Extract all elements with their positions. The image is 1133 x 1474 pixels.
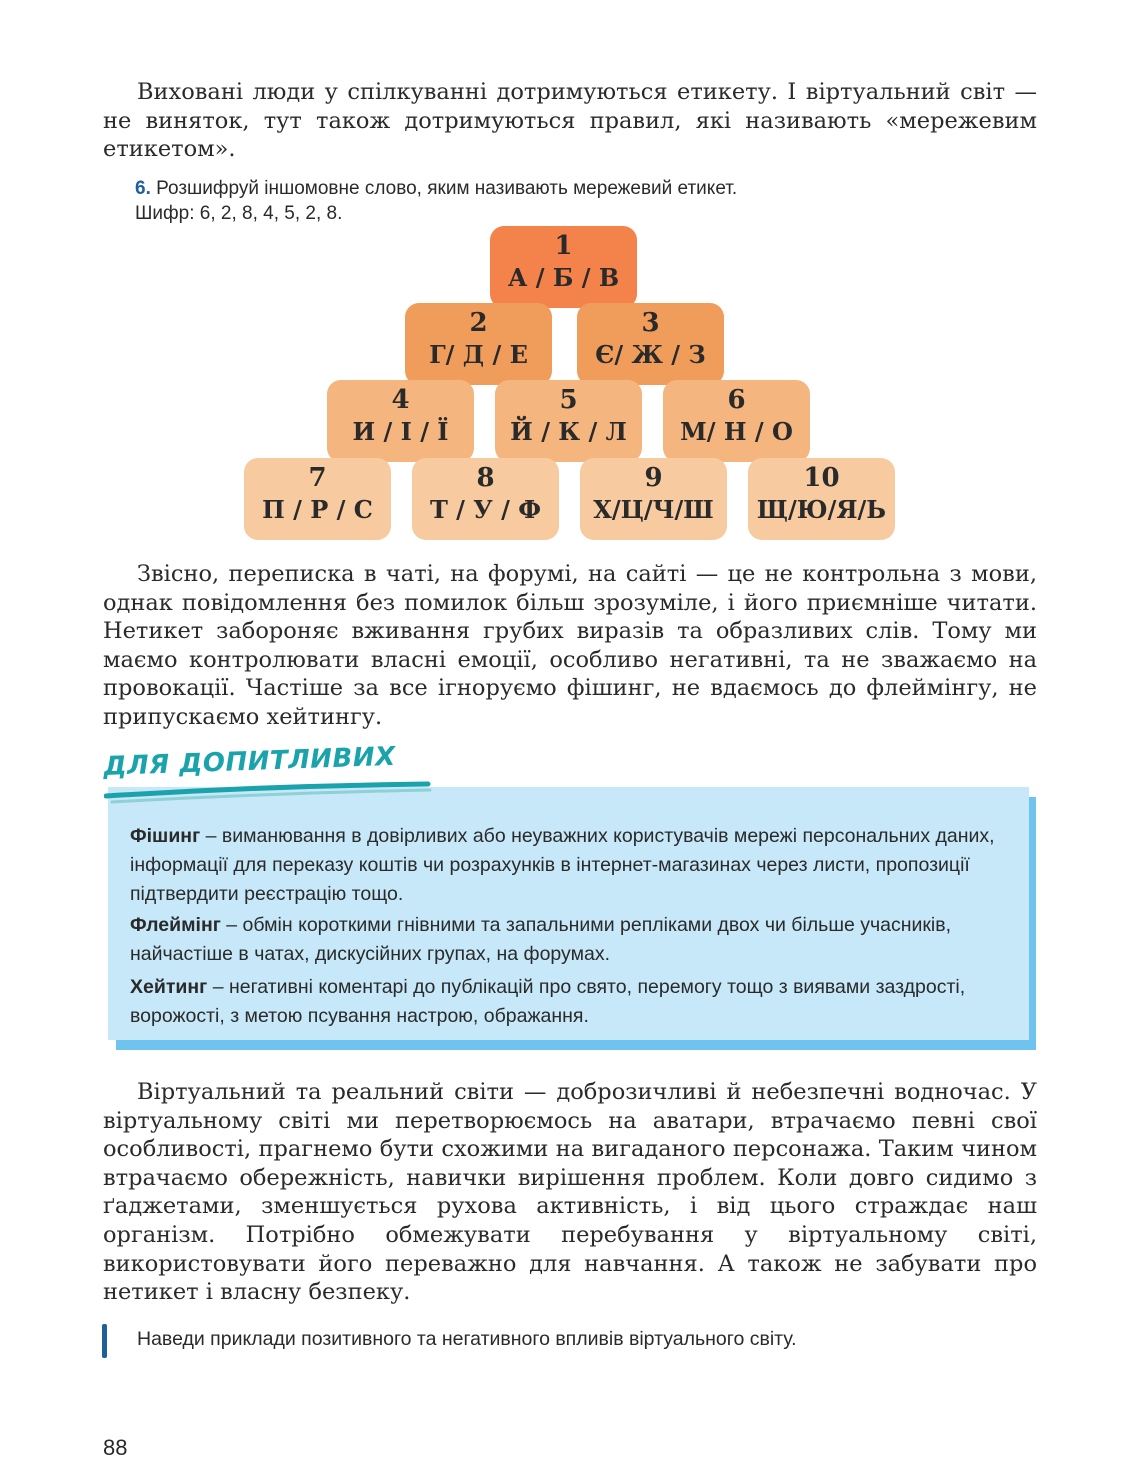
pyramid-block-5 (495, 380, 642, 462)
pyramid-block-9 (580, 458, 727, 540)
definition-hating (130, 973, 1010, 1031)
pyramid-block-8 (412, 458, 559, 540)
block-letters: П / Р / С (262, 495, 373, 524)
definition: – виманювання в довірливих або неуважних користувачів мережі персональних даних, інформації для переказу коштів чи розрахунків в інтернет-магазинах через листи, пропозиції підтвердити реєстрацію тощо. (130, 825, 995, 905)
pyramid-block-7 (244, 458, 391, 540)
task-cipher: Шифр: 6, 2, 8, 4, 5, 2, 8. (135, 203, 343, 224)
block-letters: А / Б / В (507, 263, 620, 292)
block-number: 1 (554, 231, 573, 261)
block-number: 7 (308, 463, 327, 493)
page-number: 88 (103, 1435, 128, 1460)
pyramid-block-4 (327, 380, 474, 462)
block-number: 10 (803, 463, 840, 493)
definition: – негативні коментарі до публікацій про свято, перемогу тощо з виявами заздрості, ворожості, з метою псування настрою, ображання. (130, 976, 966, 1027)
definition: – обмін короткими гнівними та запальними репліками двох чи більше учасників, найчастіше в чатах, дискусійних групах, на форумах. (130, 914, 952, 965)
block-letters: Є/ Ж / З (595, 340, 706, 369)
task-6 (135, 176, 995, 226)
block-letters: Х/Ц/Ч/Ш (593, 495, 714, 524)
block-letters: Т / У / Ф (429, 495, 542, 524)
definition-phishing (130, 822, 1010, 909)
pyramid-block-3 (577, 303, 724, 385)
info-box-title: ДЛЯ ДОПИТЛИВИХ (102, 741, 397, 782)
block-letters: М/ Н / О (680, 417, 793, 446)
block-number: 3 (641, 308, 660, 338)
task-text: Розшифруй іншомовне слово, яким називають мережевий етикет. (156, 178, 738, 199)
block-number: 5 (559, 385, 578, 415)
block-number: 9 (644, 463, 663, 493)
task-number: 6. (135, 178, 151, 199)
term: Фішинг (130, 825, 201, 847)
block-number: 8 (476, 463, 495, 493)
pyramid-block-1 (490, 226, 637, 308)
question-text: Наведи приклади позитивного та негативного впливів віртуального світу. (137, 1328, 797, 1350)
block-letters: Щ/Ю/Я/Ь (756, 495, 887, 524)
block-number: 4 (391, 385, 410, 415)
block-letters: Й / К / Л (510, 417, 627, 446)
block-number: 2 (469, 308, 488, 338)
block-letters: Г/ Д / Е (429, 340, 528, 369)
block-letters: И / І / Ї (352, 417, 449, 446)
term: Флеймінг (130, 914, 221, 936)
pyramid-block-6 (663, 380, 810, 462)
title-underline-brush (104, 776, 434, 806)
term: Хейтинг (130, 976, 208, 998)
question-marker (102, 1324, 107, 1358)
definition-flaming (130, 911, 1010, 969)
paragraph-virtual-world: Віртуальний та реальний світи — доброзичливі й небезпечні водночас. У віртуальному світі ми перетворюємось на аватари, втрачаємо певні свої особливості, прагнемо бути схожими на вигаданого персонажа. Таким чином втрачаємо обережність, навички вирішення проблем. Коли довго сидимо з ґаджетами, зменшується рухова активність, і від цього страждає наш організм. Потрібно обмежувати перебування у віртуальному світі, використовувати його переважно для навчання. А також не забувати про нетикет і власну безпеку. (103, 1079, 1037, 1306)
block-number: 6 (727, 385, 746, 415)
paragraph-netiquette: Звісно, переписка в чаті, на форумі, на сайті — це не контрольна з мови, однак повідомлення без помилок більш зрозуміле, і його приємніше читати. Нетикет забороняє вживання грубих виразів та образливих слів. Тому ми маємо контролювати власні емоції, особливо негативні, та не зважаємо на провокації. Частіше за все ігноруємо фішинг, не вдаємось до флеймінгу, не припускаємо хейтингу. (103, 561, 1037, 730)
pyramid-block-2 (405, 303, 552, 385)
intro-paragraph: Виховані люди у спілкуванні дотримуються етикету. І віртуальний світ — не виняток, тут також дотримуються правил, які називають «мережевим етикетом». (103, 79, 1037, 163)
pyramid-block-10 (748, 458, 895, 540)
